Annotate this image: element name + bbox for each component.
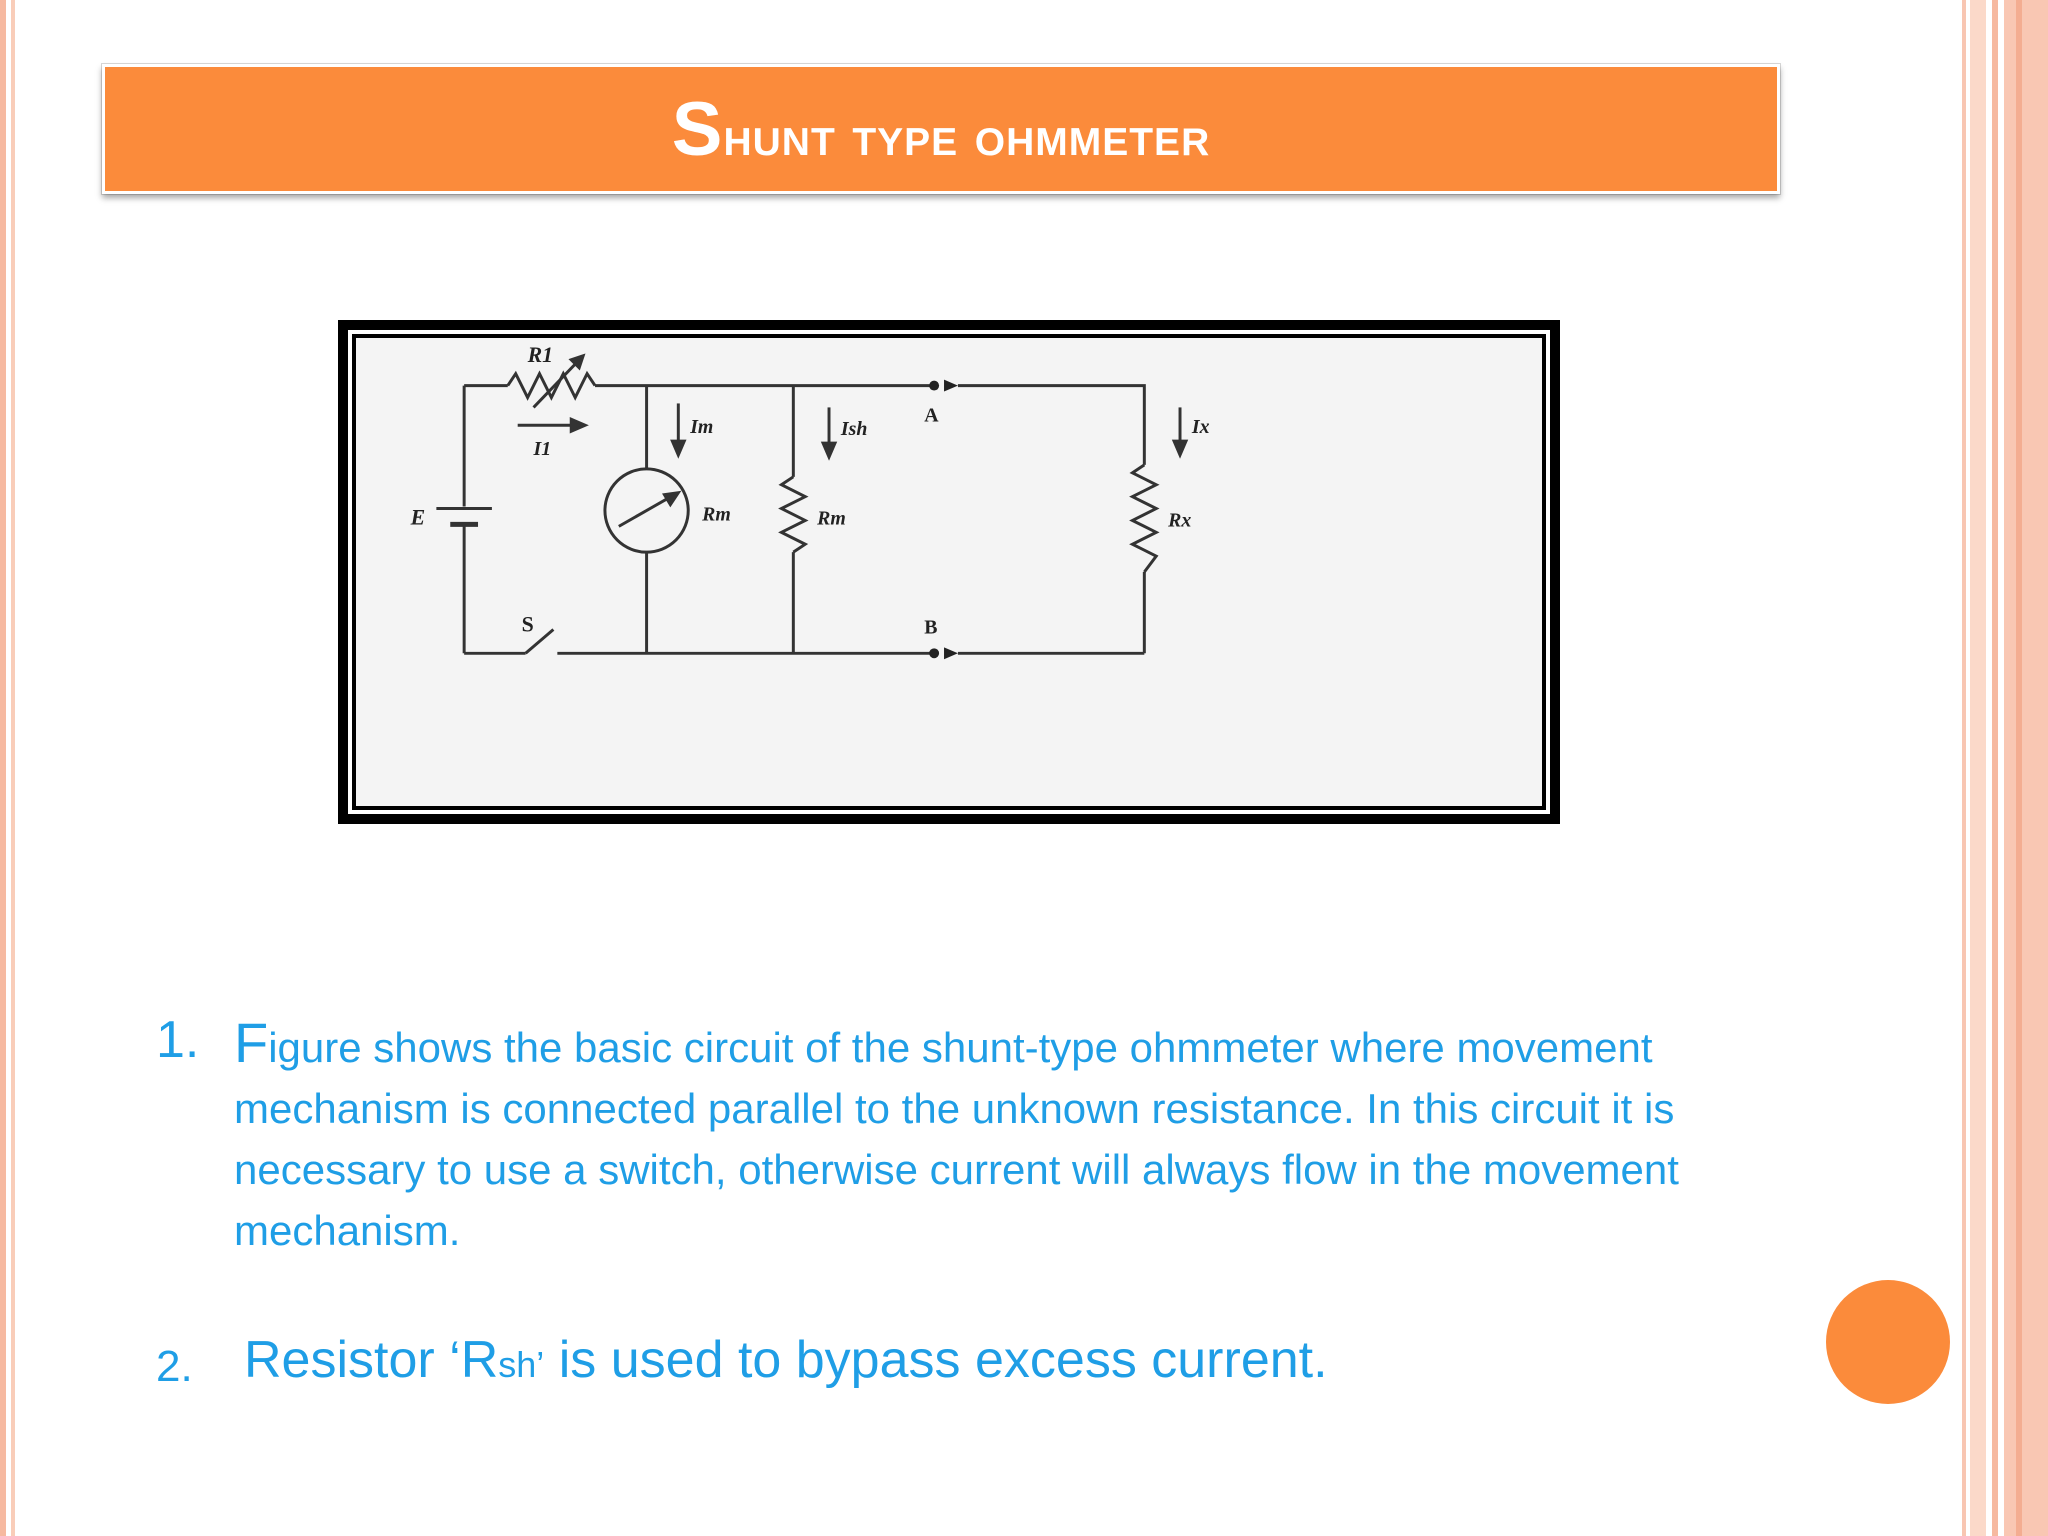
point-1-first-letter: F [234, 1011, 269, 1074]
im-label: Im [690, 416, 714, 439]
point-2-subscript: sh’ [498, 1344, 545, 1385]
im-arrow-head [672, 441, 684, 455]
terminal-b-dot [929, 648, 939, 658]
point-1-body: igure shows the basic circuit of the shunt-type ohmmeter where movement mechanism is connected parallel to the unknown resistance. In this circuit it is necessary to use a switch, otherwise current will always flow in the movement mechanism. [234, 1024, 1679, 1254]
slide-title [672, 86, 1211, 173]
point-2-text [244, 1330, 1744, 1390]
rx-resistor [1132, 465, 1156, 572]
rx-label: Rx [1168, 509, 1192, 532]
terminal-b-arrow [944, 647, 958, 659]
ix-label: Ix [1191, 416, 1210, 439]
e-label: E [410, 505, 426, 530]
title-rest: hunt type ohmmeter [723, 103, 1211, 167]
circuit-figure [338, 320, 1560, 824]
slide-border-left-inner [11, 0, 15, 1536]
point-2-before: Resistor ‘R [244, 1331, 499, 1389]
point-1-number: 1. [156, 1011, 200, 1069]
i1-arrow-head [571, 419, 585, 431]
slide-title-bar [102, 64, 1780, 194]
ish-arrow-head [823, 443, 835, 457]
terminal-a-label: A [924, 404, 939, 427]
terminal-a-arrow [944, 380, 958, 392]
slide-border-right [1992, 0, 1998, 1536]
terminal-a-dot [929, 381, 939, 391]
shunt-resistor [781, 477, 805, 552]
ish-label: Ish [840, 418, 868, 441]
rm-shunt-label: Rm [817, 507, 846, 530]
slide-border-left-outer [0, 0, 6, 1536]
meter-needle-head [664, 493, 678, 505]
r1-resistor [508, 374, 595, 398]
s-label: S [521, 612, 534, 637]
point-1-text [234, 1012, 1794, 1261]
terminal-b-label: B [924, 616, 938, 639]
slide-border-right [2016, 0, 2022, 1536]
decorative-orange-circle [1826, 1280, 1950, 1404]
slide-border-right [1962, 0, 1966, 1536]
point-2-after: is used to bypass excess current. [544, 1331, 1328, 1389]
shunt-ohmmeter-circuit-diagram [356, 338, 1542, 806]
title-first-letter: S [671, 86, 724, 172]
i1-label: I1 [533, 438, 552, 460]
slide-border-right [2004, 0, 2048, 1536]
circuit-figure-inner [352, 334, 1546, 810]
r1-label: R1 [527, 342, 554, 367]
rm-meter-label: Rm [702, 503, 731, 526]
point-2-number: 2. [156, 1342, 193, 1391]
top-wire-right [958, 386, 1144, 465]
ix-arrow-head [1174, 441, 1186, 455]
slide-border-right [1970, 0, 1986, 1536]
